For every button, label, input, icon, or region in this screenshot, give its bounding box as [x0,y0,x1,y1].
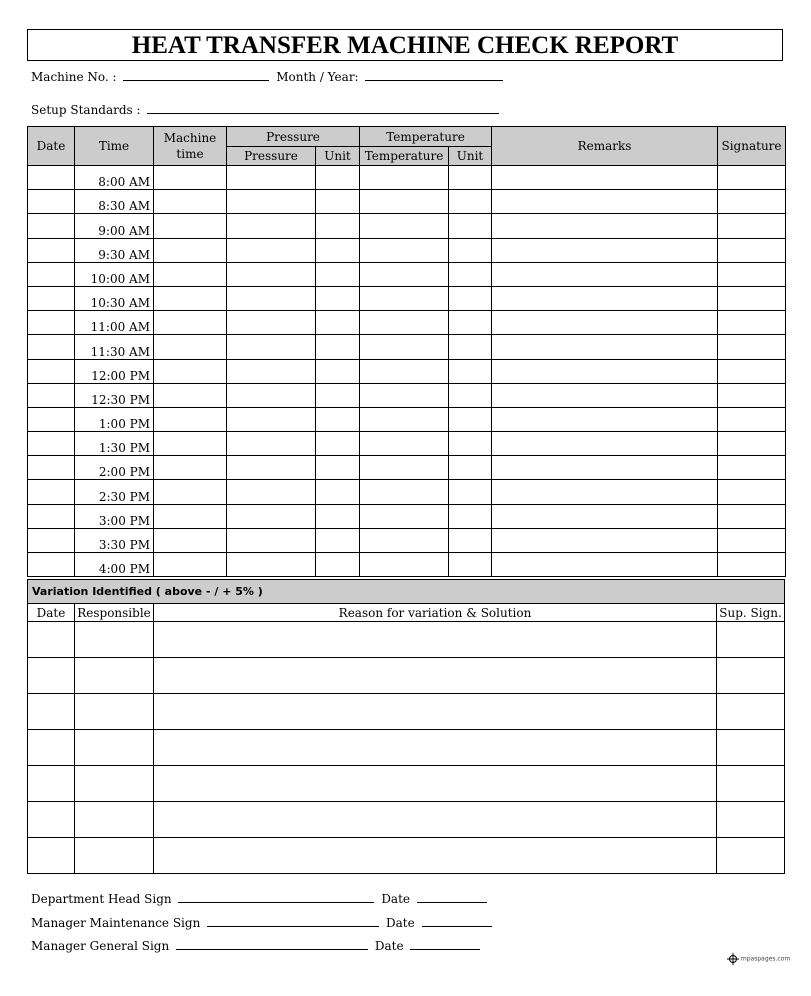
entry-cell[interactable] [360,504,449,528]
entry-cell[interactable] [718,311,786,335]
entry-cell[interactable] [227,480,316,504]
variation-entry-cell[interactable] [28,658,75,694]
entry-cell[interactable] [492,407,718,431]
entry-cell[interactable] [492,238,718,262]
entry-cell[interactable] [492,504,718,528]
entry-cell[interactable] [227,262,316,286]
check-table [27,126,786,577]
variation-entry-cell[interactable] [28,622,75,658]
entry-cell[interactable] [154,456,227,480]
manager-general-sign-label: Manager General Sign [31,939,170,953]
entry-cell[interactable] [718,528,786,552]
time-cell: 12:00 PM [75,359,154,383]
entry-cell[interactable] [154,311,227,335]
entry-cell[interactable] [227,286,316,310]
entry-cell[interactable] [227,214,316,238]
variation-entry-cell[interactable] [717,694,785,730]
table-row [28,238,786,262]
time-cell: 1:00 PM [75,407,154,431]
variation-entry-cell[interactable] [154,766,717,802]
variation-entry-cell[interactable] [28,766,75,802]
entry-cell[interactable] [316,238,360,262]
entry-cell[interactable] [718,335,786,359]
entry-cell[interactable] [316,407,360,431]
manager-general-sign-line [31,938,483,953]
variation-entry-cell[interactable] [75,658,154,694]
time-cell: 9:30 AM [75,238,154,262]
variation-entry-cell[interactable] [717,802,785,838]
variation-entry-cell[interactable] [154,658,717,694]
entry-cell[interactable] [449,432,492,456]
entry-cell[interactable] [154,166,227,190]
manager-maintenance-sign-field[interactable] [207,915,379,927]
entry-cell[interactable] [492,553,718,577]
manager-maintenance-date-field[interactable] [422,915,492,927]
entry-cell[interactable] [360,359,449,383]
entry-cell[interactable] [28,480,75,504]
entry-cell[interactable] [492,432,718,456]
entry-cell[interactable] [718,432,786,456]
entry-cell[interactable] [449,166,492,190]
variation-row [28,730,785,766]
entry-cell[interactable] [718,407,786,431]
entry-cell[interactable] [227,407,316,431]
time-cell: 8:30 AM [75,190,154,214]
entry-cell[interactable] [449,407,492,431]
entry-cell[interactable] [492,311,718,335]
entry-cell[interactable] [28,166,75,190]
entry-cell[interactable] [154,359,227,383]
entry-cell[interactable] [718,383,786,407]
entry-cell[interactable] [316,286,360,310]
entry-cell[interactable] [449,262,492,286]
table-row [28,262,786,286]
time-cell: 10:30 AM [75,286,154,310]
subheader-temperature-unit: Unit [449,147,492,166]
variation-entry-cell[interactable] [717,622,785,658]
entry-cell[interactable] [492,214,718,238]
entry-cell[interactable] [154,262,227,286]
variation-table [27,579,785,874]
entry-cell[interactable] [449,335,492,359]
time-cell: 3:30 PM [75,528,154,552]
entry-cell[interactable] [28,286,75,310]
variation-entry-cell[interactable] [28,838,75,874]
entry-cell[interactable] [28,432,75,456]
variation-entry-cell[interactable] [75,838,154,874]
variation-entry-cell[interactable] [717,766,785,802]
entry-cell[interactable] [316,262,360,286]
table-row [28,432,786,456]
entry-cell[interactable] [492,335,718,359]
month-year-field[interactable] [365,69,503,81]
entry-cell[interactable] [360,190,449,214]
variation-entry-cell[interactable] [75,802,154,838]
variation-row [28,802,785,838]
entry-cell[interactable] [449,528,492,552]
table-row [28,528,786,552]
table-row [28,553,786,577]
time-cell: 2:00 PM [75,456,154,480]
entry-cell[interactable] [360,407,449,431]
entry-cell[interactable] [492,456,718,480]
entry-cell[interactable] [360,383,449,407]
entry-cell[interactable] [718,359,786,383]
entry-cell[interactable] [360,432,449,456]
manager-general-sign-field[interactable] [176,938,368,950]
entry-cell[interactable] [360,262,449,286]
entry-cell[interactable] [718,238,786,262]
entry-cell[interactable] [360,238,449,262]
entry-cell[interactable] [154,528,227,552]
variation-entry-cell[interactable] [28,730,75,766]
entry-cell[interactable] [449,359,492,383]
entry-cell[interactable] [227,383,316,407]
variation-entry-cell[interactable] [154,622,717,658]
machine-info-line [31,69,506,84]
time-cell: 3:00 PM [75,504,154,528]
department-head-sign-field[interactable] [178,891,374,903]
entry-cell[interactable] [316,480,360,504]
entry-cell[interactable] [316,359,360,383]
entry-cell[interactable] [316,504,360,528]
entry-cell[interactable] [154,432,227,456]
entry-cell[interactable] [154,383,227,407]
time-cell: 2:30 PM [75,480,154,504]
entry-cell[interactable] [28,190,75,214]
entry-cell[interactable] [316,553,360,577]
entry-cell[interactable] [28,553,75,577]
variation-header-sup-sign: Sup. Sign. [717,604,785,622]
department-head-date-label: Date [381,892,411,906]
entry-cell[interactable] [154,335,227,359]
subheader-pressure: Pressure [227,147,316,166]
entry-cell[interactable] [227,553,316,577]
entry-cell[interactable] [28,311,75,335]
entry-cell[interactable] [360,166,449,190]
entry-cell[interactable] [316,335,360,359]
entry-cell[interactable] [316,214,360,238]
entry-cell[interactable] [227,456,316,480]
entry-cell[interactable] [360,335,449,359]
table-row [28,311,786,335]
report-title: HEAT TRANSFER MACHINE CHECK REPORT [27,29,783,61]
variation-row [28,622,785,658]
manager-general-date-label: Date [374,939,404,953]
entry-cell[interactable] [316,166,360,190]
entry-cell[interactable] [718,553,786,577]
table-row [28,335,786,359]
site-logo [727,953,790,965]
entry-cell[interactable] [28,504,75,528]
entry-cell[interactable] [154,553,227,577]
variation-entry-cell[interactable] [717,730,785,766]
variation-row [28,694,785,730]
entry-cell[interactable] [227,359,316,383]
crosshair-icon [727,953,739,965]
header-temperature: Temperature [360,127,492,147]
entry-cell[interactable] [227,238,316,262]
entry-cell[interactable] [449,286,492,310]
entry-cell[interactable] [492,480,718,504]
entry-cell[interactable] [154,238,227,262]
entry-cell[interactable] [154,480,227,504]
time-cell: 10:00 AM [75,262,154,286]
variation-entry-cell[interactable] [717,838,785,874]
entry-cell[interactable] [718,166,786,190]
entry-cell[interactable] [28,262,75,286]
variation-entry-cell[interactable] [154,694,717,730]
time-cell: 11:00 AM [75,311,154,335]
entry-cell[interactable] [360,456,449,480]
variation-entry-cell[interactable] [75,694,154,730]
header-signature: Signature [718,127,786,166]
entry-cell[interactable] [492,528,718,552]
entry-cell[interactable] [492,166,718,190]
entry-cell[interactable] [360,480,449,504]
manager-maintenance-sign-label: Manager Maintenance Sign [31,916,201,930]
entry-cell[interactable] [28,359,75,383]
entry-cell[interactable] [227,335,316,359]
time-cell: 11:30 AM [75,335,154,359]
entry-cell[interactable] [316,456,360,480]
variation-entry-cell[interactable] [75,622,154,658]
entry-cell[interactable] [28,214,75,238]
entry-cell[interactable] [360,286,449,310]
department-head-date-field[interactable] [417,891,487,903]
entry-cell[interactable] [360,528,449,552]
entry-cell[interactable] [316,311,360,335]
entry-cell[interactable] [718,456,786,480]
table-row [28,359,786,383]
machine-no-label: Machine No. : [31,70,117,84]
variation-row [28,838,785,874]
entry-cell[interactable] [28,456,75,480]
variation-row [28,766,785,802]
machine-no-field[interactable] [123,69,269,81]
subheader-temperature: Temperature [360,147,449,166]
entry-cell[interactable] [154,286,227,310]
variation-entry-cell[interactable] [154,838,717,874]
table-row [28,504,786,528]
entry-cell[interactable] [492,286,718,310]
header-machine-time: Machine time [154,127,227,166]
entry-cell[interactable] [316,190,360,214]
entry-cell[interactable] [227,166,316,190]
table-row [28,480,786,504]
entry-cell[interactable] [492,262,718,286]
variation-header-date: Date [28,604,75,622]
entry-cell[interactable] [449,504,492,528]
entry-cell[interactable] [718,262,786,286]
entry-cell[interactable] [449,238,492,262]
month-year-label: Month / Year: [276,70,359,84]
entry-cell[interactable] [449,311,492,335]
entry-cell[interactable] [227,311,316,335]
entry-cell[interactable] [154,407,227,431]
entry-cell[interactable] [718,480,786,504]
entry-cell[interactable] [449,553,492,577]
manager-general-date-field[interactable] [410,938,480,950]
entry-cell[interactable] [718,190,786,214]
entry-cell[interactable] [227,528,316,552]
manager-maintenance-sign-line [31,915,495,930]
entry-cell[interactable] [316,432,360,456]
variation-entry-cell[interactable] [154,802,717,838]
variation-entry-cell[interactable] [75,730,154,766]
entry-cell[interactable] [154,190,227,214]
variation-row [28,658,785,694]
table-row [28,286,786,310]
entry-cell[interactable] [227,504,316,528]
entry-cell[interactable] [492,359,718,383]
entry-cell[interactable] [360,553,449,577]
entry-cell[interactable] [360,311,449,335]
entry-cell[interactable] [28,335,75,359]
time-cell: 4:00 PM [75,553,154,577]
entry-cell[interactable] [28,528,75,552]
header-time: Time [75,127,154,166]
site-logo-text: mpaspages.com [740,955,791,963]
variation-entry-cell[interactable] [28,694,75,730]
header-remarks: Remarks [492,127,718,166]
entry-cell[interactable] [718,286,786,310]
time-cell: 12:30 PM [75,383,154,407]
time-cell: 9:00 AM [75,214,154,238]
setup-label: Setup Standards : [31,103,141,117]
entry-cell[interactable] [449,190,492,214]
entry-cell[interactable] [28,238,75,262]
entry-cell[interactable] [449,480,492,504]
entry-cell[interactable] [227,190,316,214]
entry-cell[interactable] [492,383,718,407]
setup-field[interactable] [147,102,499,114]
entry-cell[interactable] [449,456,492,480]
time-cell: 8:00 AM [75,166,154,190]
entry-cell[interactable] [316,528,360,552]
setup-line [31,102,502,117]
variation-entry-cell[interactable] [154,730,717,766]
entry-cell[interactable] [154,504,227,528]
variation-entry-cell[interactable] [75,766,154,802]
entry-cell[interactable] [28,407,75,431]
entry-cell[interactable] [227,432,316,456]
department-head-sign-label: Department Head Sign [31,892,172,906]
entry-cell[interactable] [28,383,75,407]
entry-cell[interactable] [718,504,786,528]
variation-header-responsible: Responsible [75,604,154,622]
entry-cell[interactable] [492,190,718,214]
department-head-sign-line [31,891,490,906]
variation-header-reason: Reason for variation & Solution [154,604,717,622]
variation-entry-cell[interactable] [717,658,785,694]
time-cell: 1:30 PM [75,432,154,456]
table-row [28,407,786,431]
entry-cell[interactable] [154,214,227,238]
subheader-pressure-unit: Unit [316,147,360,166]
table-row [28,166,786,190]
entry-cell[interactable] [449,214,492,238]
header-pressure: Pressure [227,127,360,147]
variation-entry-cell[interactable] [28,802,75,838]
entry-cell[interactable] [360,214,449,238]
header-date: Date [28,127,75,166]
variation-title: Variation Identified ( above - / + 5% ) [28,580,785,604]
entry-cell[interactable] [316,383,360,407]
entry-cell[interactable] [718,214,786,238]
manager-maintenance-date-label: Date [385,916,415,930]
table-row [28,190,786,214]
table-row [28,214,786,238]
table-row [28,456,786,480]
entry-cell[interactable] [449,383,492,407]
table-row [28,383,786,407]
